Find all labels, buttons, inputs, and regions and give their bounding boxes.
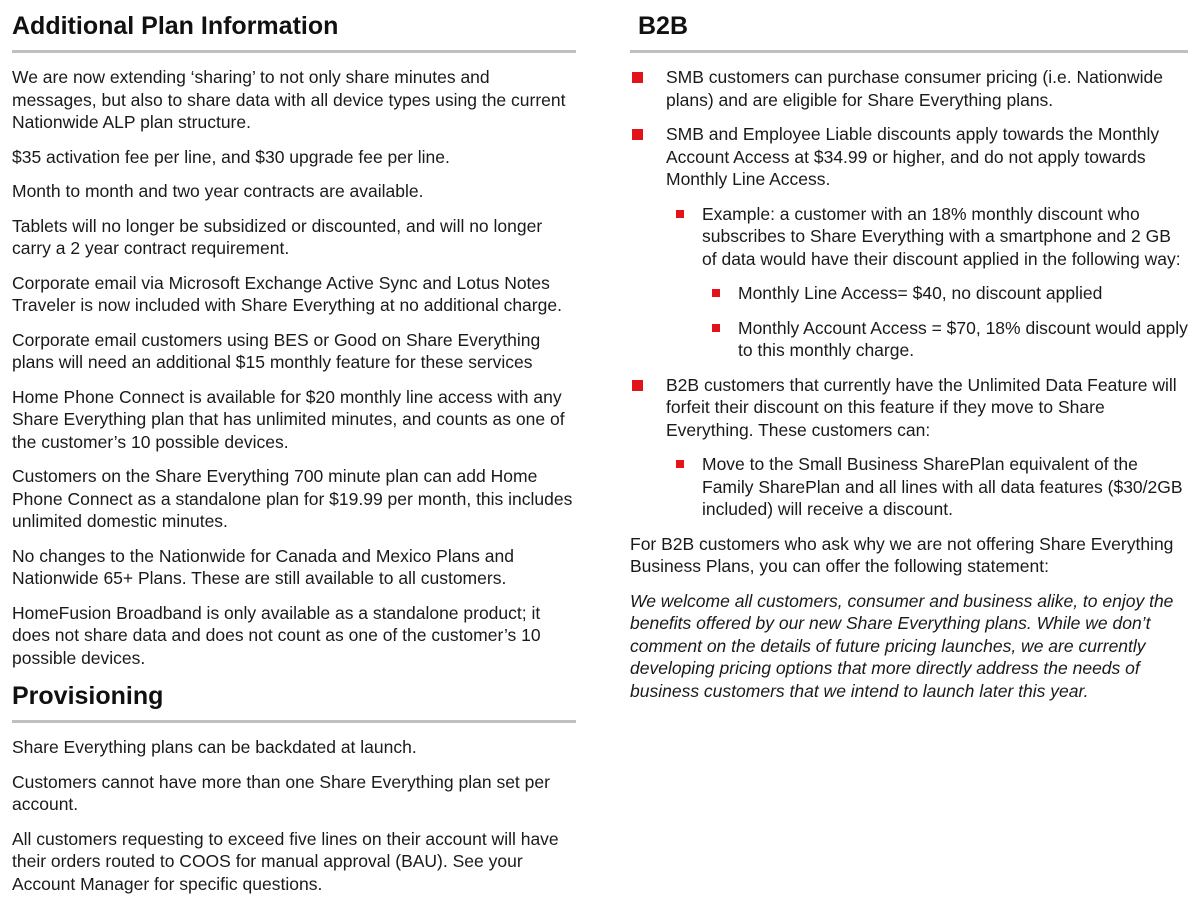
red-square-bullet-icon <box>632 380 643 391</box>
bullet-item <box>630 374 1188 442</box>
sub-sub-bullet-item <box>630 317 1188 362</box>
bullet-text: B2B customers that currently have the Unlimited Data Feature will forfeit their discount on this feature if they move to Share Everything. These customers can: <box>666 374 1177 440</box>
b2b-statement: We welcome all customers, consumer and business alike, to enjoy the benefits offered by our new Share Everything plans. While we don’t comment on the details of future pricing launches, we are currently developing pricing options that more directly address the needs of business customers that we intend to launch later this year. <box>630 590 1174 701</box>
list-item: Home Phone Connect is available for $20 monthly line access with any Share Everything plan that has unlimited minutes, and counts as one of the customer’s 10 possible devices. <box>12 386 565 452</box>
section-divider <box>12 50 576 53</box>
red-square-bullet-icon <box>632 129 643 140</box>
list-item: Corporate email customers using BES or Good on Share Everything plans will need an additional $15 monthly feature for these services <box>12 329 541 372</box>
list-item: Tablets will no longer be subsidized or discounted, and will no longer carry a 2 year contract requirement. <box>12 215 543 258</box>
list-item: All customers requesting to exceed five lines on their account will have their orders routed to COOS for manual approval (BAU). See your Account Manager for specific questions. <box>12 828 559 894</box>
red-square-bullet-icon <box>712 289 720 297</box>
red-square-bullet-icon <box>676 460 684 468</box>
sub-sub-bullet-item <box>630 282 1188 305</box>
list-item: Share Everything plans can be backdated at launch. <box>12 737 417 757</box>
list-item: No changes to the Nationwide for Canada and Mexico Plans and Nationwide 65+ Plans. These are still available to all customers. <box>12 545 514 588</box>
bullet-text: Monthly Account Access = $70, 18% discount would apply to this monthly charge. <box>738 317 1188 360</box>
list-item: Month to month and two year contracts are available. <box>12 181 424 201</box>
bullet-text: Example: a customer with an 18% monthly discount who subscribes to Share Everything with a smartphone and 2 GB of data would have their discount applied in the following way: <box>702 203 1181 269</box>
bullet-text: Move to the Small Business SharePlan equivalent of the Family SharePlan and all lines with all data features ($30/2GB included) will receive a discount. <box>702 454 1183 519</box>
sub-bullet-item <box>630 453 1188 521</box>
b2b-paragraph: For B2B customers who ask why we are not offering Share Everything Business Plans, you can offer the following statement: <box>630 533 1174 576</box>
list-item: We are now extending ‘sharing’ to not only share minutes and messages, but also to share data with all device types using the current Nationwide ALP plan structure. <box>12 67 566 132</box>
bullet-text: SMB customers can purchase consumer pricing (i.e. Nationwide plans) and are eligible for Share Everything plans. <box>666 67 1164 110</box>
bullet-text: Monthly Line Access= $40, no discount applied <box>738 283 1103 303</box>
red-square-bullet-icon <box>712 324 720 332</box>
section-title-provisioning: Provisioning <box>12 682 164 710</box>
section-title-additional-plan-info: Additional Plan Information <box>12 12 339 40</box>
list-item: $35 activation fee per line, and $30 upgrade fee per line. <box>12 146 450 167</box>
bullet-text: SMB and Employee Liable discounts apply towards the Monthly Account Access at $34.99 or higher, and do not apply towards Monthly Line Access. <box>666 124 1160 189</box>
list-item: Customers cannot have more than one Share Everything plan set per account. <box>12 771 550 814</box>
list-item: Corporate email via Microsoft Exchange Active Sync and Lotus Notes Traveler is now included with Share Everything at no additional charge. <box>12 272 562 315</box>
bullet-item <box>630 66 1188 111</box>
list-item: HomeFusion Broadband is only available as a standalone product; it does not share data and does not count as one of the customer’s 10 possible devices. <box>12 602 541 668</box>
list-item: Customers on the Share Everything 700 minute plan can add Home Phone Connect as a standalone plan for $19.99 per month, this includes unlimited domestic minutes. <box>12 466 573 531</box>
bullet-item <box>630 123 1188 191</box>
right-column <box>600 0 1200 907</box>
section-divider <box>630 50 1188 53</box>
section-divider <box>12 720 576 723</box>
section-title-b2b: B2B <box>638 12 689 40</box>
red-square-bullet-icon <box>632 72 643 83</box>
sub-bullet-item <box>630 203 1188 271</box>
red-square-bullet-icon <box>676 210 684 218</box>
